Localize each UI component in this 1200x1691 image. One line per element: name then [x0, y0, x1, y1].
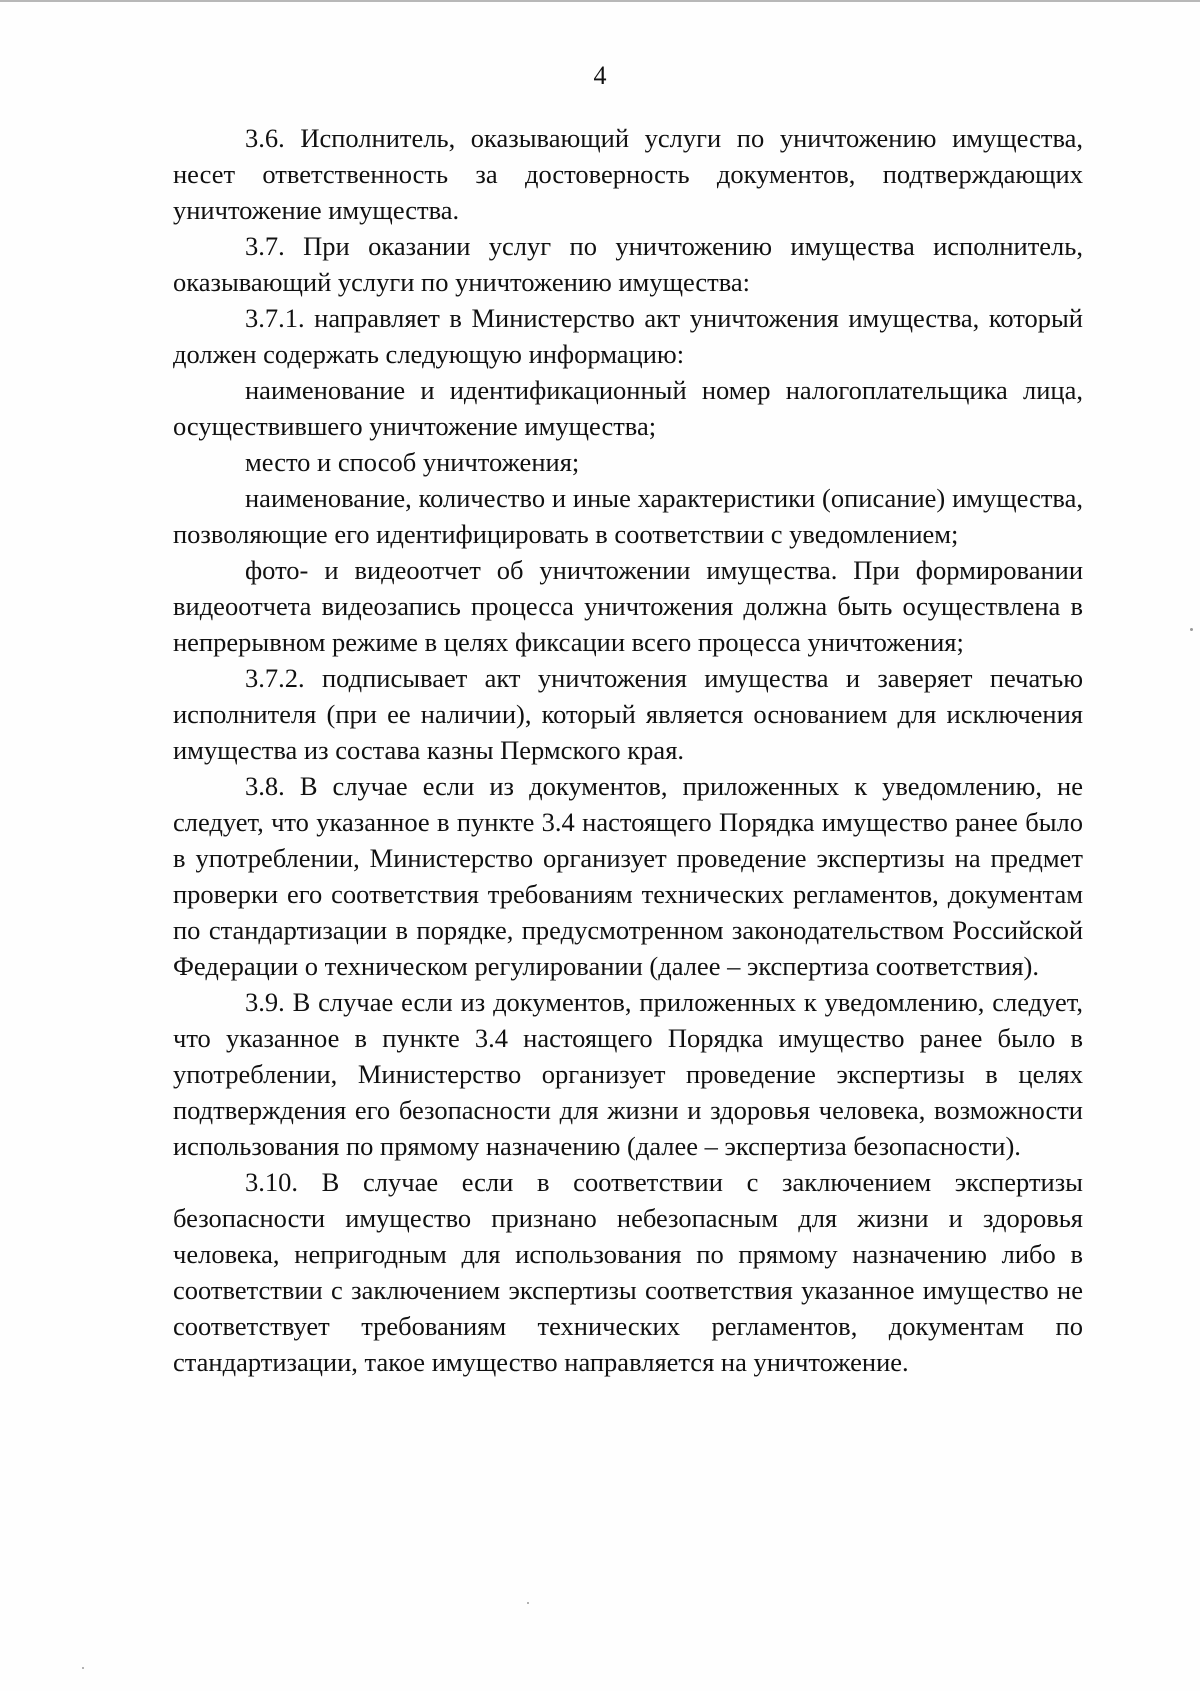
- paragraph-3-7-1: 3.7.1. направляет в Министерство акт уничтожения имущества, который должен содержать следующую информацию:: [173, 303, 1083, 369]
- paragraph-3-7: 3.7. При оказании услуг по уничтожению имущества исполнитель, оказывающий услуги по уничтожению имущества:: [173, 231, 1083, 297]
- list-item-place-method: место и способ уничтожения;: [245, 447, 580, 477]
- scan-speck: [1190, 628, 1193, 631]
- document-body: [173, 120, 1083, 1380]
- list-item-characteristics: наименование, количество и иные характеристики (описание) имущества, позволяющие его идентифицировать в соответствии с уведомлением;: [173, 483, 1083, 549]
- paragraph-3-7-2: 3.7.2. подписывает акт уничтожения имущества и заверяет печатью исполнителя (при ее наличии), который является основанием для исключения имущества из состава казны Пермского края.: [173, 663, 1083, 765]
- list-item-photo-video-report: фото- и видеоотчет об уничтожении имущества. При формировании видеоотчета видеозапись процесса уничтожения должна быть осуществлена в непрерывном режиме в целях фиксации всего процесса уничтожения;: [173, 555, 1083, 657]
- page-number: 4: [593, 61, 607, 90]
- scan-edge-line: [0, 0, 1200, 2]
- paragraph-3-8: 3.8. В случае если из документов, приложенных к уведомлению, не следует, что указанное в пункте 3.4 настоящего Порядка имущество ранее было в употреблении, Министерство организует проведение экспертизы на предмет проверки его соответствия требованиям технических регламентов, документам по стандартизации в порядке, предусмотренном законодательством Российской Федерации о техническом регулировании (далее – экспертиза соответствия).: [173, 771, 1083, 981]
- scan-speck: [527, 1602, 529, 1604]
- paragraph-3-6: 3.6. Исполнитель, оказывающий услуги по уничтожению имущества, несет ответственность за достоверность документов, подтверждающих уничтожение имущества.: [173, 123, 1083, 225]
- paragraph-3-10: 3.10. В случае если в соответствии с заключением экспертизы безопасности имущество признано небезопасным для жизни и здоровья человека, непригодным для использования по прямому назначению либо в соответствии с заключением экспертизы соответствия указанное имущество не соответствует требованиям технических регламентов, документам по стандартизации, такое имущество направляется на уничтожение.: [173, 1167, 1083, 1377]
- list-item-taxpayer-id: наименование и идентификационный номер налогоплательщика лица, осуществившего уничтожение имущества;: [173, 375, 1083, 441]
- scan-speck: [82, 1667, 84, 1669]
- paragraph-3-9: 3.9. В случае если из документов, приложенных к уведомлению, следует, что указанное в пункте 3.4 настоящего Порядка имущество ранее было в употреблении, Министерство организует проведение экспертизы в целях подтверждения его безопасности для жизни и здоровья человека, возможности использования по прямому назначению (далее – экспертиза безопасности).: [173, 987, 1083, 1161]
